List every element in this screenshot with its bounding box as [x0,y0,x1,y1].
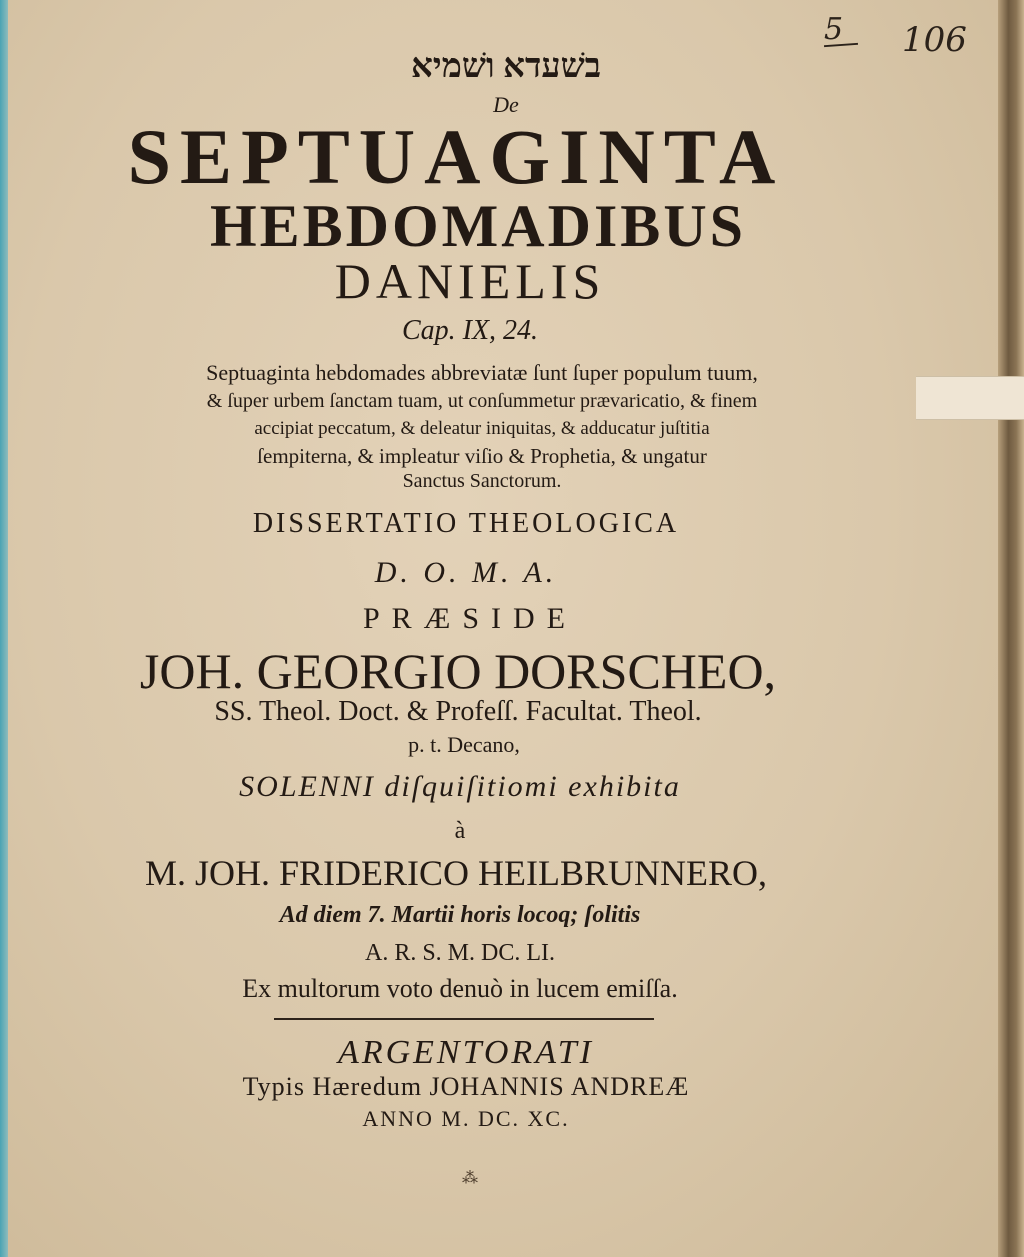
dissertatio-heading: DISSERTATIO THEOLOGICA [252,508,680,539]
imprint-year: ANNO M. DC. XC. [362,1106,570,1131]
title-line-3: DANIELIS [334,253,606,309]
title-line-2: HEBDOMADIBUS [209,193,747,259]
imprint-printer: Typis Hæredum JOHANNIS ANDREÆ [242,1072,690,1101]
solenni-line: SOLENNI diſquiſitiomi exhibita [239,770,681,803]
imprint-place: ARGENTORATI [338,1034,594,1071]
praeses-office: p. t. Decano, [408,732,520,757]
paper-tab [916,376,1024,420]
title-page [6,0,1006,1257]
doma-line: D. O. M. A. [374,556,558,589]
left-edge-strip [0,0,8,1257]
binding-edge [998,0,1024,1257]
handwritten-mark-5: 5 [824,12,844,47]
a-line: à [454,818,466,844]
year-line: A. R. S. M. DC. LI. [364,940,556,966]
respondent-name: M. JOH. FRIDERICO HEILBRUNNERO, [144,853,768,893]
hebrew-header: בשׁעדא ושׁמיא [410,48,602,85]
praeses-name: JOH. GEORGIO DORSCHEO, [139,643,777,699]
title-prefix-de: De [493,92,519,117]
verse-line-3: accipiat peccatum, & deleatur iniquitas, & adducatur juſtitia [254,418,710,439]
verse-line-5: Sanctus Sanctorum. [402,470,562,492]
ornament: ⁂ [462,1170,478,1187]
verse-line-1: Septuaginta hebdomades abbreviatæ ſunt ſuper populum tuum, [206,360,758,385]
title-line-1: SEPTUAGINTA [127,113,785,200]
divider-rule [274,1018,654,1020]
verse-line-2: & ſuper urbem ſanctam tuam, ut conſummetur prævaricatio, & finem [206,390,758,412]
date-line: Ad diem 7. Martii horis locoq; ſolitis [279,902,641,928]
verse-line-4: ſempiterna, & impleatur viſio & Prophetia, & ungatur [257,444,707,468]
chapter-reference: Cap. IX, 24. [401,315,539,346]
praeside-line: PRÆSIDE [362,602,578,635]
handwritten-mark-106: 106 [902,20,967,60]
edition-line: Ex multorum voto denuò in lucem emiſſa. [242,974,678,1003]
praeses-title: SS. Theol. Doct. & Profeſſ. Facultat. Theol. [214,696,702,727]
